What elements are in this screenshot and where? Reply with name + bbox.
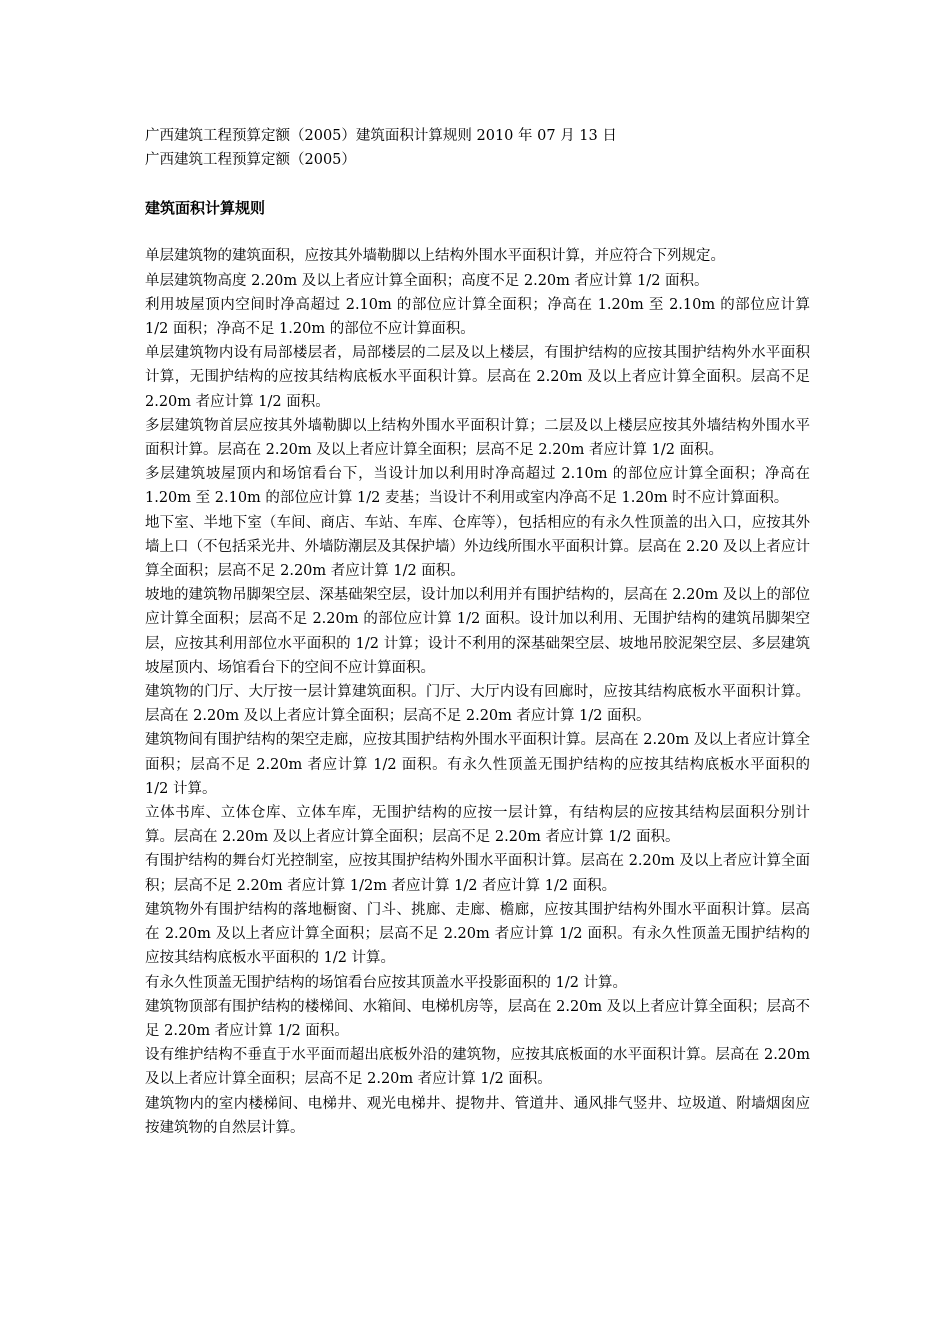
rule-paragraph: 利用坡屋顶内空间时净高超过 2.10m 的部位应计算全面积；净高在 1.20m 至 2.10m 的部位应计算 1/2 面积；净高不足 1.20m 的部位不应计算面积。 [145,296,810,338]
rule-paragraph: 立体书库、立体仓库、立体车库，无围护结构的应按一层计算，有结构层的应按其结构层面积分别计算。层高在 2.20m 及以上者应计算全面积；层高不足 2.20m 者应计算 1/2 面积。 [145,805,810,846]
rule-paragraph: 建筑物间有围护结构的架空走廊，应按其围护结构外围水平面积计算。层高在 2.20m 及以上者应计算全面积；层高不足 2.20m 者应计算 1/2 面积。有永久性顶盖无围护结构的应按其结构底板水平面积的 1/2 计算。 [145,732,810,797]
rule-paragraph: 地下室、半地下室（车间、商店、车站、车库、仓库等），包括相应的有永久性顶盖的出入口，应按其外墙上口（不包括采光井、外墙防潮层及其保护墙）外边线所围水平面积计算。层高在 2.20 及以上者应计算全面积；层高不足 2.20m 者应计算 1/2 面积。 [145,514,810,580]
rule-paragraph: 建筑物内的室内楼梯间、电梯井、观光电梯井、提物井、管道井、通风排气竖井、垃圾道、附墙烟囱应按建筑物的自然层计算。 [145,1095,810,1136]
rule-paragraph: 单层建筑物高度 2.20m 及以上者应计算全面积；高度不足 2.20m 者应计算 1/2 面积。 [145,272,709,289]
rule-paragraph: 有永久性顶盖无围护结构的场馆看台应按其顶盖水平投影面积的 1/2 计算。 [145,974,628,991]
rule-paragraph: 建筑物外有围护结构的落地橱窗、门斗、挑廊、走廊、檐廊，应按其围护结构外围水平面积计算。层高在 2.20m 及以上者应计算全面积；层高不足 2.20m 者应计算 1/2 面积。有永久性顶盖无围护结构的应按其结构底板水平面积的 1/2 计算。 [145,901,810,967]
rule-paragraph: 有围护结构的舞台灯光控制室，应按其围护结构外围水平面积计算。层高在 2.20m 及以上者应计算全面积；层高不足 2.20m 者应计算 1/2m 者应计算 1/2 者应计算 1/2 面积。 [145,853,810,894]
document-header-line-2: 广西建筑工程预算定额（2005） [145,152,356,169]
rule-paragraph: 单层建筑物内设有局部楼层者，局部楼层的二层及以上楼层，有围护结构的应按其围护结构外水平面积计算，无围护结构的应按其结构底板水平面积计算。层高在 2.20m 及以上者应计算全面积。层高不足 2.20m 者应计算 1/2 面积。 [145,345,810,410]
section-title: 建筑面积计算规则 [145,199,266,218]
rule-paragraph: 建筑物的门厅、大厅按一层计算建筑面积。门厅、大厅内设有回廊时，应按其结构底板水平面积计算。层高在 2.20m 及以上者应计算全面积；层高不足 2.20m 者应计算 1/2 面积。 [145,684,810,725]
rule-paragraph: 多层建筑坡屋顶内和场馆看台下，当设计加以利用时净高超过 2.10m 的部位应计算全面积；净高在 1.20m 至 2.10m 的部位应计算 1/2 麦基；当设计不利用或室内净高不足 1.20m 时不应计算面积。 [145,466,810,507]
rule-paragraph: 设有维护结构不垂直于水平面而超出底板外沿的建筑物，应按其底板面的水平面积计算。层高在 2.20m 及以上者应计算全面积；层高不足 2.20m 者应计算 1/2 面积。 [145,1047,810,1088]
rule-paragraph: 多层建筑物首层应按其外墙勒脚以上结构外围水平面积计算；二层及以上楼层应按其外墙结构外围水平面积计算。层高在 2.20m 及以上者应计算全面积；层高不足 2.20m 者应计算 1/2 面积。 [145,417,810,459]
document-header-line-1: 广西建筑工程预算定额（2005）建筑面积计算规则 2010 年 07 月 13 日 [145,128,617,144]
rule-paragraph: 坡地的建筑物吊脚架空层、深基础架空层，设计加以利用并有围护结构的，层高在 2.20m 及以上的部位应计算全面积；层高不足 2.20m 的部位应计算 1/2 面积。设计加以利用、无围护结构的建筑吊脚架空层，应按其利用部位水平面积的 1/2 计算；设计不利用的深基础架空层、坡地吊胶泥架空层、多层建筑坡屋顶内、场馆看台下的空间不应计算面积。 [145,587,810,676]
rule-paragraph: 建筑物顶部有围护结构的楼梯间、水箱间、电梯机房等，层高在 2.20m 及以上者应计算全面积；层高不足 2.20m 者应计算 1/2 面积。 [145,998,810,1039]
rule-paragraph: 单层建筑物的建筑面积，应按其外墙勒脚以上结构外围水平面积计算，并应符合下列规定。 [145,248,725,265]
document-page [145,124,810,1140]
rules-body [145,244,810,1140]
